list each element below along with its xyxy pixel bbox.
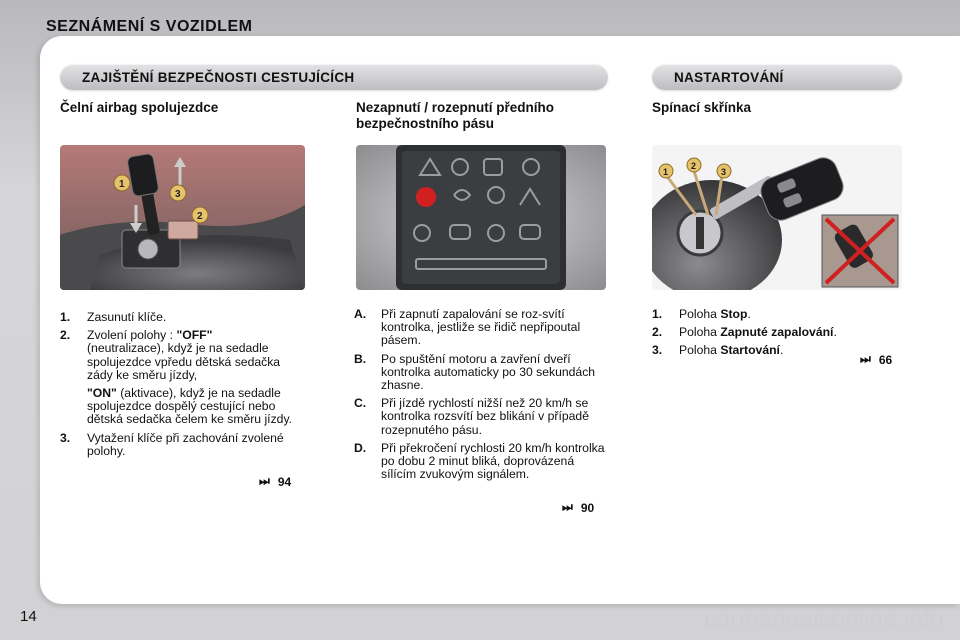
callout-2: 2 xyxy=(197,211,203,222)
page-reference-90[interactable] xyxy=(562,500,594,515)
item-number: 3. xyxy=(60,430,71,445)
item-letter: C. xyxy=(354,396,367,411)
list-item xyxy=(652,308,902,321)
off-label: "OFF" xyxy=(176,328,213,343)
item-text: Při překročení rychlosti 20 km/h kontrolka po dobu 2 minut bliká, doprovázená sílícím zvukovým signálem. xyxy=(381,440,605,482)
list-item xyxy=(354,397,606,437)
airbag-steps-list xyxy=(60,311,305,463)
list-item xyxy=(652,326,902,339)
item-text xyxy=(87,329,305,382)
page-number: 14 xyxy=(20,608,37,625)
item-number: 2. xyxy=(60,328,71,343)
position-end: . xyxy=(747,307,751,321)
item-number: 1. xyxy=(60,310,71,324)
item-text-rest: (aktivace), když je na sedadle spolujezdce dospělý cestující nebo dětská sedačka čelem ke směru jízdy. xyxy=(87,386,293,427)
item-number: 3. xyxy=(652,343,663,358)
item-number xyxy=(60,387,87,427)
list-item xyxy=(354,308,606,348)
page-title: SEZNÁMENÍ S VOZIDLEM xyxy=(46,18,253,35)
ignition-section-title: Spínací skřínka xyxy=(652,100,752,115)
reference-number: 90 xyxy=(580,500,595,515)
item-text xyxy=(679,308,902,321)
warning-panel-drawing xyxy=(356,145,606,290)
airbag-photo-drawing xyxy=(60,145,305,290)
fast-forward-icon: ⏭ xyxy=(860,352,871,366)
list-item xyxy=(60,432,305,458)
item-text: Při zapnutí zapalování se roz-svítí kontrolka, jestliže se řidič nepřipoutal pásem. xyxy=(381,307,581,348)
item-text-rest: (neutralizace), když je na sedadle spolujezdce vpředu dětská sedačka zády ke směru jízdy, xyxy=(87,341,281,382)
callout-1: 1 xyxy=(119,179,125,190)
item-text: Po spuštění motoru a zavření dveří kontrolka automaticky po 30 sekundách zhasne. xyxy=(381,351,596,393)
on-label: "ON" xyxy=(87,386,117,401)
position-label: Poloha xyxy=(679,343,721,358)
section-header-passenger-safety: ZAJIŠTĚNÍ BEZPEČNOSTI CESTUJÍCÍCH xyxy=(60,64,608,90)
item-number: 1. xyxy=(652,307,663,321)
callout-3: 3 xyxy=(721,167,727,177)
item-letter: A. xyxy=(354,307,367,321)
fast-forward-icon: ⏭ xyxy=(562,500,573,514)
callout-2: 2 xyxy=(691,161,697,171)
section-header-starting: NASTARTOVÁNÍ xyxy=(652,64,902,90)
position-name: Startování xyxy=(720,343,780,358)
list-item xyxy=(60,387,305,427)
callout-1: 1 xyxy=(663,167,669,177)
item-text: Zasunutí klíče. xyxy=(87,310,167,324)
ignition-photo-drawing xyxy=(652,145,902,290)
item-text xyxy=(679,326,902,339)
seatbelt-warning-panel-photo xyxy=(356,145,606,290)
page-reference-94[interactable] xyxy=(259,474,291,489)
fast-forward-icon: ⏭ xyxy=(259,474,270,488)
position-name: Zapnuté zapalování xyxy=(720,325,834,340)
position-label: Poloha xyxy=(679,307,721,321)
watermark: carmanualsonline.info xyxy=(704,606,944,633)
airbag-section-title: Čelní airbag spolujezdce xyxy=(60,100,219,115)
seatbelt-warning-light xyxy=(416,187,436,207)
reference-number: 94 xyxy=(277,474,292,489)
item-number: 2. xyxy=(652,325,663,340)
airbag-key-switch-photo xyxy=(60,145,305,290)
seatbelt-steps-list xyxy=(354,308,606,486)
item-letter: B. xyxy=(354,351,367,366)
position-name: Stop xyxy=(720,307,748,321)
item-text: Při jízdě rychlostí nižší než 20 km/h se kontrolka rozsvítí bez blikání v případě rozepnutého pásu. xyxy=(381,396,589,437)
position-end: . xyxy=(779,343,784,358)
page-reference-66[interactable] xyxy=(860,352,892,367)
item-letter: D. xyxy=(354,440,367,455)
list-item xyxy=(60,311,305,324)
seatbelt-section-title: Nezapnutí / rozepnutí předního bezpečnostního pásu xyxy=(356,100,554,131)
ignition-switch-photo xyxy=(652,145,902,290)
item-text: Vytažení klíče při zachování zvolené polohy. xyxy=(87,430,284,458)
position-label: Poloha xyxy=(679,325,721,340)
position-end: . xyxy=(833,325,837,340)
callout-3: 3 xyxy=(175,189,181,200)
list-item xyxy=(354,353,606,393)
reference-number: 66 xyxy=(878,352,893,367)
list-item xyxy=(60,329,305,382)
item-text xyxy=(87,387,305,427)
list-item xyxy=(354,442,606,482)
item-text-prefix: Zvolení polohy : xyxy=(87,328,177,343)
